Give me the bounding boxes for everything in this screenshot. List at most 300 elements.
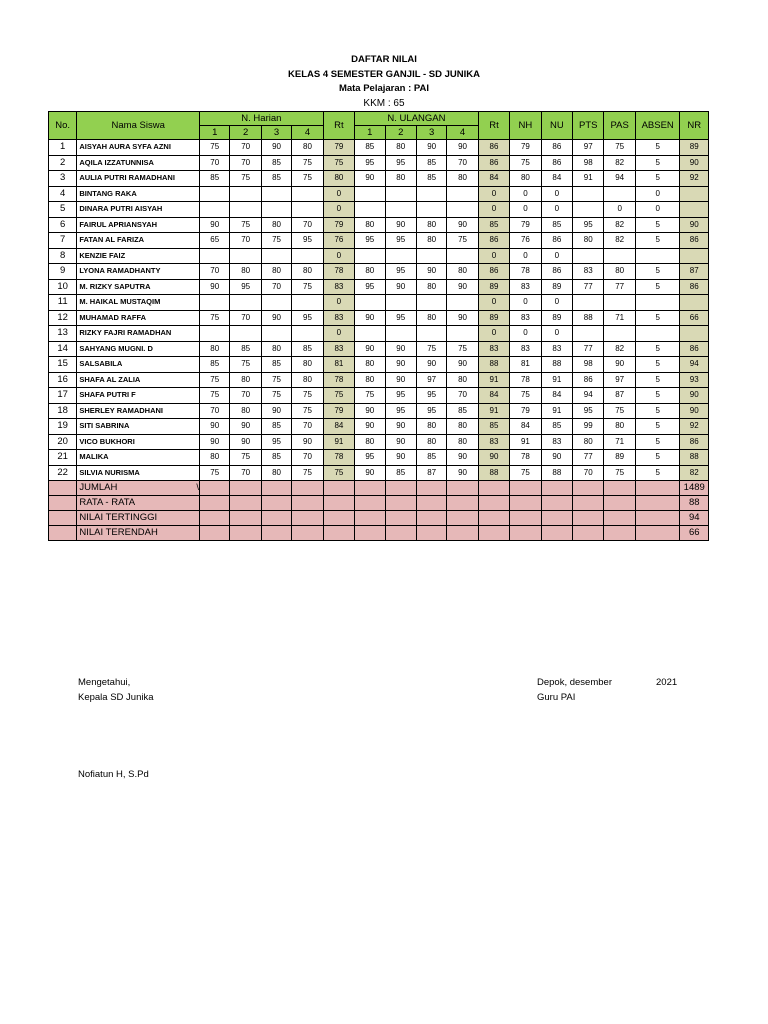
harian-score-1: 90 — [200, 279, 230, 295]
final-score — [680, 326, 709, 342]
table-row — [49, 357, 709, 373]
final-score: 94 — [680, 357, 709, 373]
nh-score: 78 — [510, 264, 541, 280]
ulangan-score-2: 90 — [385, 419, 416, 435]
harian-score-4 — [292, 326, 323, 342]
harian-score-4: 75 — [292, 388, 323, 404]
ulangan-score-3 — [416, 326, 446, 342]
ulangan-score-4 — [447, 186, 478, 202]
student-name: SAHYANG MUGNI. D — [77, 341, 200, 357]
summary-empty-cell — [478, 511, 509, 526]
summary-empty-cell — [416, 511, 446, 526]
nh-score: 0 — [510, 295, 541, 311]
summary-empty-cell — [447, 526, 478, 541]
harian-average: 76 — [323, 233, 354, 249]
ulangan-average: 0 — [478, 326, 509, 342]
harian-average: 83 — [323, 341, 354, 357]
pts-score: 95 — [573, 403, 604, 419]
final-score: 89 — [680, 140, 709, 156]
summary-empty-cell — [385, 511, 416, 526]
pts-score: 70 — [573, 465, 604, 481]
ulangan-score-2 — [385, 186, 416, 202]
summary-empty-cell — [635, 511, 680, 526]
harian-average: 81 — [323, 357, 354, 373]
summary-value: 66 — [680, 526, 709, 541]
ulangan-score-4: 90 — [447, 450, 478, 466]
table-row — [49, 233, 709, 249]
ulangan-score-1 — [355, 186, 385, 202]
ulangan-score-2: 80 — [385, 171, 416, 187]
ulangan-score-3: 80 — [416, 217, 446, 233]
absen-count: 5 — [635, 140, 680, 156]
ulangan-score-4: 90 — [447, 279, 478, 295]
summary-empty-cell — [261, 511, 291, 526]
ulangan-score-2: 90 — [385, 450, 416, 466]
student-name: AQILA IZZATUNNISA — [77, 155, 200, 171]
nu-score: 0 — [541, 248, 572, 264]
ulangan-score-2 — [385, 295, 416, 311]
pts-score: 98 — [573, 155, 604, 171]
pas-score: 89 — [604, 450, 635, 466]
harian-score-4: 70 — [292, 450, 323, 466]
summary-empty-cell — [292, 526, 323, 541]
harian-score-3: 75 — [261, 372, 291, 388]
pts-score: 80 — [573, 434, 604, 450]
row-number: 10 — [49, 279, 77, 295]
final-score: 86 — [680, 434, 709, 450]
absen-count: 5 — [635, 341, 680, 357]
ulangan-average: 83 — [478, 434, 509, 450]
summary-row — [49, 511, 709, 526]
harian-score-3: 80 — [261, 217, 291, 233]
summary-row — [49, 481, 709, 496]
summary-empty-cell — [292, 481, 323, 496]
summary-empty-cell — [573, 496, 604, 511]
harian-score-1: 75 — [200, 310, 230, 326]
ulangan-score-4: 90 — [447, 217, 478, 233]
summary-label: NILAI TERTINGGI — [77, 511, 200, 526]
harian-score-4: 80 — [292, 357, 323, 373]
nu-score: 89 — [541, 310, 572, 326]
student-name: SILVIA NURISMA — [77, 465, 200, 481]
summary-empty-cell — [292, 511, 323, 526]
summary-empty-cell — [416, 526, 446, 541]
student-name: BINTANG RAKA — [77, 186, 200, 202]
harian-score-4: 90 — [292, 434, 323, 450]
ulangan-score-1: 75 — [355, 388, 385, 404]
harian-score-1: 80 — [200, 341, 230, 357]
pas-score: 75 — [604, 403, 635, 419]
table-row — [49, 465, 709, 481]
ulangan-score-3 — [416, 248, 446, 264]
summary-empty-cell — [573, 511, 604, 526]
harian-score-1: 80 — [200, 450, 230, 466]
summary-label: NILAI TERENDAH — [77, 526, 200, 541]
col-rt2: Rt — [478, 112, 509, 140]
summary-empty-cell — [541, 526, 572, 541]
col-rt1: Rt — [323, 112, 354, 140]
harian-score-3 — [261, 326, 291, 342]
absen-count: 5 — [635, 434, 680, 450]
student-name: FAIRUL APRIANSYAH — [77, 217, 200, 233]
summary-empty-cell — [635, 481, 680, 496]
summary-empty-cell — [323, 496, 354, 511]
nu-score: 0 — [541, 186, 572, 202]
ulangan-score-2: 85 — [385, 465, 416, 481]
table-row — [49, 403, 709, 419]
ulangan-score-1: 80 — [355, 217, 385, 233]
harian-score-2: 80 — [230, 372, 261, 388]
harian-score-2: 70 — [230, 233, 261, 249]
ulangan-score-3 — [416, 202, 446, 218]
pts-score: 97 — [573, 140, 604, 156]
pas-score: 75 — [604, 140, 635, 156]
col-ulangan-4: 4 — [447, 126, 478, 140]
harian-score-1: 90 — [200, 217, 230, 233]
student-name: RIZKY FAJRI RAMADHAN — [77, 326, 200, 342]
signature-year: 2021 — [656, 677, 678, 688]
table-row — [49, 388, 709, 404]
harian-score-1 — [200, 295, 230, 311]
harian-score-2: 80 — [230, 264, 261, 280]
absen-count: 5 — [635, 465, 680, 481]
ulangan-score-4: 90 — [447, 465, 478, 481]
ulangan-score-2: 90 — [385, 279, 416, 295]
row-number: 17 — [49, 388, 77, 404]
summary-empty-cell — [541, 496, 572, 511]
row-number: 21 — [49, 450, 77, 466]
harian-score-1: 75 — [200, 140, 230, 156]
harian-score-3: 90 — [261, 310, 291, 326]
nu-score: 83 — [541, 341, 572, 357]
row-number: 19 — [49, 419, 77, 435]
ulangan-score-1 — [355, 248, 385, 264]
ulangan-average: 86 — [478, 264, 509, 280]
nu-score: 0 — [541, 326, 572, 342]
page-title: DAFTAR NILAI — [351, 54, 417, 65]
ulangan-average: 83 — [478, 341, 509, 357]
harian-average: 0 — [323, 186, 354, 202]
harian-score-1: 90 — [200, 434, 230, 450]
harian-average: 0 — [323, 295, 354, 311]
ulangan-average: 86 — [478, 233, 509, 249]
harian-score-4: 75 — [292, 403, 323, 419]
harian-score-3 — [261, 295, 291, 311]
nh-score: 78 — [510, 372, 541, 388]
ulangan-score-3: 97 — [416, 372, 446, 388]
signature-teacher-title: Guru PAI — [537, 692, 576, 703]
final-score: 86 — [680, 341, 709, 357]
pts-score — [573, 326, 604, 342]
pts-score — [573, 295, 604, 311]
col-harian-4: 4 — [292, 126, 323, 140]
harian-score-4 — [292, 295, 323, 311]
summary-label — [77, 481, 200, 496]
harian-score-3: 80 — [261, 465, 291, 481]
nh-score: 75 — [510, 465, 541, 481]
pts-score — [573, 248, 604, 264]
nu-score: 86 — [541, 233, 572, 249]
final-score: 87 — [680, 264, 709, 280]
absen-count — [635, 295, 680, 311]
ulangan-score-3: 75 — [416, 341, 446, 357]
summary-mark: \ — [196, 482, 200, 493]
harian-average: 78 — [323, 450, 354, 466]
harian-score-2: 75 — [230, 171, 261, 187]
table-row — [49, 186, 709, 202]
ulangan-score-1: 80 — [355, 264, 385, 280]
ulangan-score-2: 95 — [385, 264, 416, 280]
nh-score: 84 — [510, 419, 541, 435]
row-number: 22 — [49, 465, 77, 481]
absen-count: 5 — [635, 171, 680, 187]
nh-score: 78 — [510, 450, 541, 466]
summary-empty-cell — [447, 481, 478, 496]
student-name: SHAFA PUTRI F — [77, 388, 200, 404]
ulangan-score-2: 90 — [385, 217, 416, 233]
summary-empty-cell — [355, 526, 385, 541]
signature-principal-name: Nofiatun H, S.Pd — [78, 769, 149, 780]
summary-empty-cell — [355, 481, 385, 496]
final-score: 66 — [680, 310, 709, 326]
ulangan-average: 0 — [478, 248, 509, 264]
harian-score-4 — [292, 248, 323, 264]
summary-empty-cell — [385, 496, 416, 511]
harian-score-4: 75 — [292, 279, 323, 295]
harian-average: 79 — [323, 140, 354, 156]
harian-score-2: 90 — [230, 434, 261, 450]
table-row — [49, 341, 709, 357]
table-row — [49, 310, 709, 326]
harian-average: 80 — [323, 171, 354, 187]
harian-score-2: 70 — [230, 155, 261, 171]
harian-score-4: 95 — [292, 233, 323, 249]
col-nh: NH — [510, 112, 541, 140]
ulangan-score-1: 95 — [355, 155, 385, 171]
pts-score: 80 — [573, 233, 604, 249]
ulangan-score-2 — [385, 248, 416, 264]
table-row — [49, 171, 709, 187]
pas-score — [604, 248, 635, 264]
nh-score: 83 — [510, 310, 541, 326]
ulangan-score-2 — [385, 202, 416, 218]
harian-score-2 — [230, 186, 261, 202]
table-row — [49, 217, 709, 233]
row-number: 9 — [49, 264, 77, 280]
ulangan-score-1: 85 — [355, 140, 385, 156]
absen-count: 5 — [635, 450, 680, 466]
harian-score-4: 85 — [292, 341, 323, 357]
summary-empty-cell — [541, 481, 572, 496]
ulangan-score-3: 90 — [416, 264, 446, 280]
ulangan-score-3 — [416, 295, 446, 311]
absen-count: 5 — [635, 403, 680, 419]
harian-score-2 — [230, 326, 261, 342]
summary-empty-cell — [385, 481, 416, 496]
harian-score-2: 75 — [230, 357, 261, 373]
harian-score-3: 80 — [261, 264, 291, 280]
harian-average: 78 — [323, 372, 354, 388]
pts-score: 77 — [573, 279, 604, 295]
harian-score-4 — [292, 186, 323, 202]
summary-empty-cell — [292, 496, 323, 511]
ulangan-score-4 — [447, 248, 478, 264]
pas-score: 87 — [604, 388, 635, 404]
final-score: 90 — [680, 155, 709, 171]
ulangan-average: 88 — [478, 357, 509, 373]
pas-score — [604, 186, 635, 202]
harian-score-2 — [230, 202, 261, 218]
pas-score: 97 — [604, 372, 635, 388]
col-pas: PAS — [604, 112, 635, 140]
ulangan-score-4 — [447, 326, 478, 342]
ulangan-average: 89 — [478, 310, 509, 326]
absen-count: 5 — [635, 310, 680, 326]
harian-average: 0 — [323, 248, 354, 264]
ulangan-score-1: 90 — [355, 403, 385, 419]
ulangan-score-1 — [355, 295, 385, 311]
summary-value: 88 — [680, 496, 709, 511]
harian-score-2: 75 — [230, 450, 261, 466]
ulangan-score-4: 80 — [447, 372, 478, 388]
ulangan-score-1: 80 — [355, 434, 385, 450]
absen-count: 5 — [635, 217, 680, 233]
pts-score: 77 — [573, 341, 604, 357]
nh-score: 75 — [510, 155, 541, 171]
ulangan-score-2: 90 — [385, 357, 416, 373]
student-name: DINARA PUTRI AISYAH — [77, 202, 200, 218]
student-name: VICO BUKHORI — [77, 434, 200, 450]
ulangan-score-2: 90 — [385, 372, 416, 388]
harian-score-3: 85 — [261, 357, 291, 373]
ulangan-score-4: 90 — [447, 357, 478, 373]
nh-score: 91 — [510, 434, 541, 450]
table-row — [49, 326, 709, 342]
student-name: MUHAMAD RAFFA — [77, 310, 200, 326]
final-score: 90 — [680, 217, 709, 233]
nu-score: 91 — [541, 372, 572, 388]
row-number: 18 — [49, 403, 77, 419]
ulangan-score-3: 80 — [416, 434, 446, 450]
final-score — [680, 248, 709, 264]
ulangan-score-4: 80 — [447, 419, 478, 435]
harian-score-2: 70 — [230, 465, 261, 481]
nh-score: 80 — [510, 171, 541, 187]
harian-score-3: 70 — [261, 279, 291, 295]
final-score — [680, 295, 709, 311]
harian-score-1 — [200, 186, 230, 202]
summary-empty-cell — [261, 526, 291, 541]
pas-score: 82 — [604, 217, 635, 233]
harian-score-1 — [200, 202, 230, 218]
harian-score-3: 85 — [261, 450, 291, 466]
ulangan-score-3: 80 — [416, 233, 446, 249]
harian-score-3: 85 — [261, 171, 291, 187]
harian-score-4 — [292, 202, 323, 218]
table-row — [49, 140, 709, 156]
nh-score: 76 — [510, 233, 541, 249]
harian-score-1: 70 — [200, 403, 230, 419]
absen-count: 5 — [635, 233, 680, 249]
harian-score-1: 70 — [200, 155, 230, 171]
summary-empty-cell — [200, 526, 230, 541]
summary-empty-cell — [604, 511, 635, 526]
harian-score-3: 85 — [261, 419, 291, 435]
ulangan-average: 0 — [478, 202, 509, 218]
harian-score-4: 75 — [292, 171, 323, 187]
harian-score-3 — [261, 202, 291, 218]
ulangan-average: 84 — [478, 388, 509, 404]
row-number: 6 — [49, 217, 77, 233]
col-ulangan-3: 3 — [416, 126, 446, 140]
nu-score: 88 — [541, 357, 572, 373]
ulangan-score-4: 90 — [447, 140, 478, 156]
ulangan-average: 91 — [478, 403, 509, 419]
col-name: Nama Siswa — [77, 112, 200, 140]
ulangan-score-3: 85 — [416, 155, 446, 171]
nh-score: 75 — [510, 388, 541, 404]
harian-average: 84 — [323, 419, 354, 435]
ulangan-score-3: 90 — [416, 357, 446, 373]
nh-score: 0 — [510, 186, 541, 202]
summary-value: 94 — [680, 511, 709, 526]
nu-score: 88 — [541, 465, 572, 481]
harian-score-2: 70 — [230, 140, 261, 156]
ulangan-score-4 — [447, 202, 478, 218]
harian-score-1: 75 — [200, 372, 230, 388]
harian-score-3: 85 — [261, 155, 291, 171]
harian-average: 75 — [323, 388, 354, 404]
pas-score: 90 — [604, 357, 635, 373]
ulangan-score-3: 80 — [416, 279, 446, 295]
student-name: SHAFA AL ZALIA — [77, 372, 200, 388]
ulangan-score-1: 90 — [355, 171, 385, 187]
summary-empty-cell — [635, 496, 680, 511]
nu-score: 89 — [541, 279, 572, 295]
signature-principal-title: Kepala SD Junika — [78, 692, 154, 703]
absen-count: 0 — [635, 202, 680, 218]
col-ulangan: N. ULANGAN — [355, 112, 479, 126]
row-number: 2 — [49, 155, 77, 171]
summary-empty-cell — [230, 526, 261, 541]
ulangan-score-3: 85 — [416, 450, 446, 466]
ulangan-score-4: 70 — [447, 388, 478, 404]
row-number: 11 — [49, 295, 77, 311]
ulangan-score-4: 75 — [447, 341, 478, 357]
nh-score: 81 — [510, 357, 541, 373]
nh-score: 83 — [510, 279, 541, 295]
harian-average: 78 — [323, 264, 354, 280]
ulangan-score-1 — [355, 202, 385, 218]
nh-score: 0 — [510, 326, 541, 342]
harian-score-1: 75 — [200, 388, 230, 404]
table-row — [49, 279, 709, 295]
harian-average: 0 — [323, 326, 354, 342]
table-row — [49, 155, 709, 171]
kkm-label: KKM : 65 — [363, 98, 405, 109]
harian-score-1: 85 — [200, 357, 230, 373]
nu-score: 83 — [541, 434, 572, 450]
table-row — [49, 264, 709, 280]
ulangan-score-4: 75 — [447, 233, 478, 249]
student-name: MALIKA — [77, 450, 200, 466]
harian-score-3 — [261, 248, 291, 264]
harian-score-3: 95 — [261, 434, 291, 450]
col-nr: NR — [680, 112, 709, 140]
table-row — [49, 202, 709, 218]
student-name: FATAN AL FARIZA — [77, 233, 200, 249]
summary-empty-cell — [573, 526, 604, 541]
